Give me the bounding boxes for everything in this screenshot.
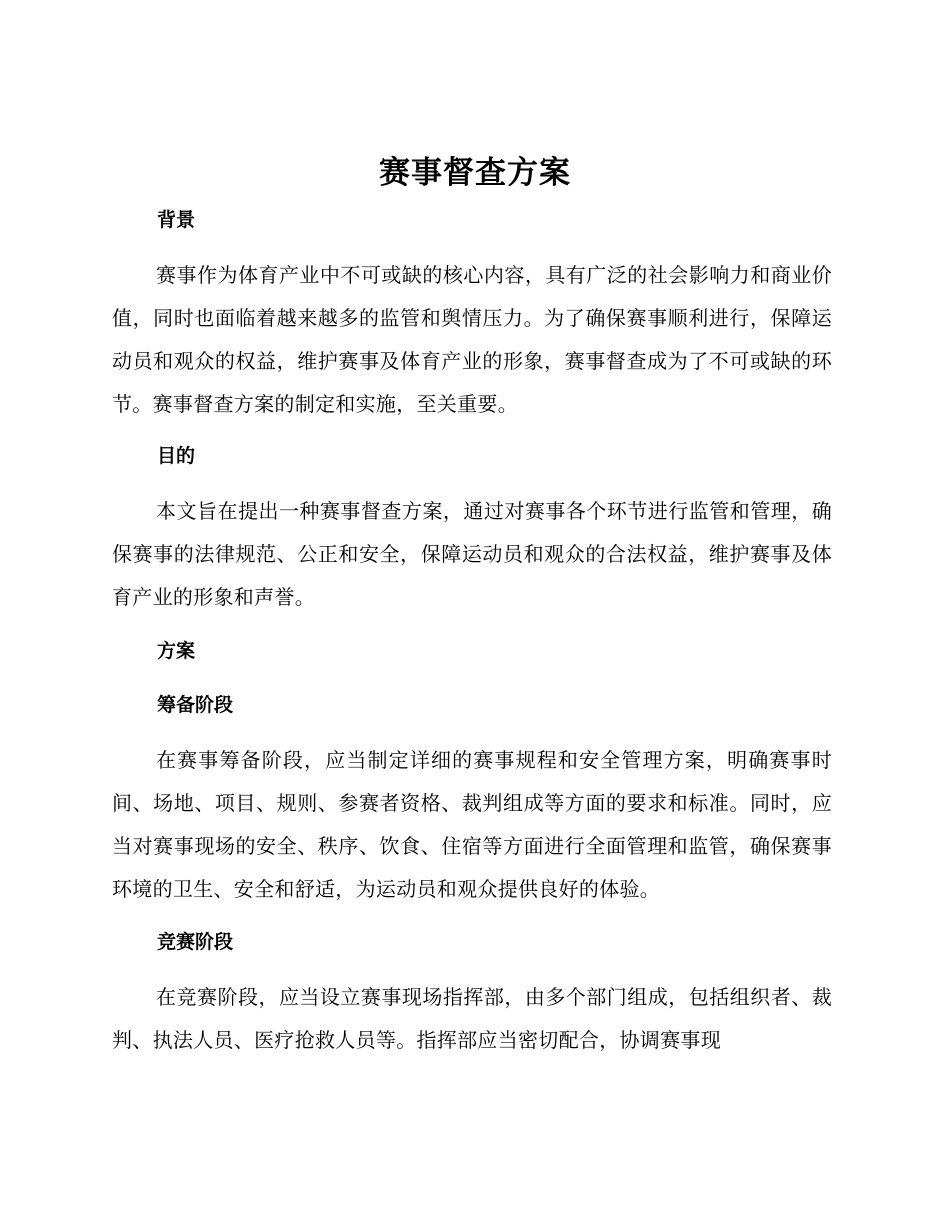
document-title: 赛事督查方案: [379, 155, 571, 191]
paragraph-competition: 在竞赛阶段，应当设立赛事现场指挥部，由多个部门组成，包括组织者、裁判、执法人员、医疗抢救人员等。指挥部应当密切配合，协调赛事现: [112, 985, 832, 1052]
section-heading-purpose: 目的: [157, 445, 196, 467]
section-heading-preparation: 筹备阶段: [157, 694, 234, 716]
paragraph-preparation: 在赛事筹备阶段，应当制定详细的赛事规程和安全管理方案，明确赛事时间、场地、项目、规则、参赛者资格、裁判组成等方面的要求和标准。同时，应当对赛事现场的安全、秩序、饮食、住宿等方面进行全面管理和监管，确保赛事环境的卫生、安全和舒适，为运动员和观众提供良好的体验。: [112, 748, 832, 901]
paragraph-purpose: 本文旨在提出一种赛事督查方案，通过对赛事各个环节进行监管和管理，确保赛事的法律规范、公正和安全，保障运动员和观众的合法权益，维护赛事及体育产业的形象和声誉。: [112, 499, 832, 609]
section-heading-background: 背景: [157, 209, 196, 231]
section-heading-plan: 方案: [157, 640, 196, 662]
section-heading-competition: 竞赛阶段: [157, 931, 234, 953]
paragraph-background: 赛事作为体育产业中不可或缺的核心内容，具有广泛的社会影响力和商业价值，同时也面临着越来越多的监管和舆情压力。为了确保赛事顺利进行，保障运动员和观众的权益，维护赛事及体育产业的形象，赛事督查成为了不可或缺的环节。赛事督查方案的制定和实施，至关重要。: [112, 263, 832, 416]
